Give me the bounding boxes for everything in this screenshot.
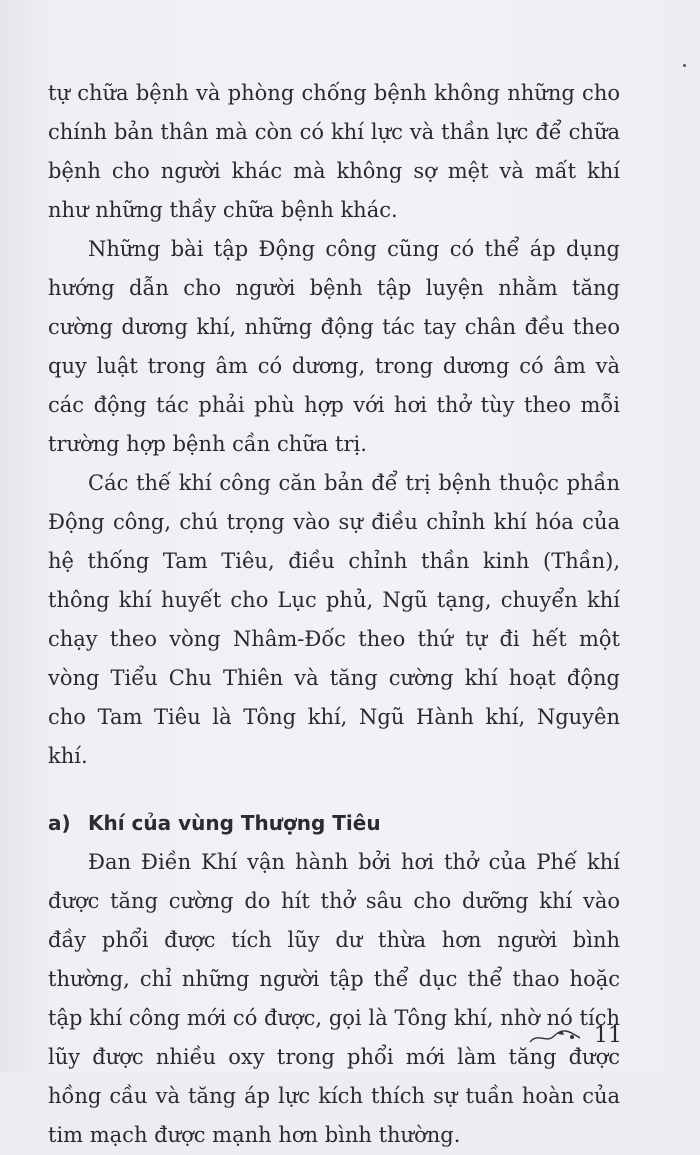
- ornament-icon: [528, 1028, 582, 1046]
- section-body: Đan Điền Khí vận hành bởi hơi thở của Phế khí được tăng cường do hít thở sâu cho dưỡng khí vào đầy phổi được tích lũy dư thừa hơn người bình thường, chỉ những người tập thể dục thể thao hoặc tập khí công mới có được, gọi là Tông khí, nhờ nó tích lũy được nhiều oxy trong phổi mới làm tăng được hồng cầu và tăng áp lực kích thích sự tuần hoàn của tim mạch được mạnh hơn bình thường.: [48, 850, 620, 1147]
- section-heading: [48, 804, 620, 843]
- page-text: [48, 74, 620, 1155]
- paragraph-dong-cong-exercises: Những bài tập Động công cũng có thể áp dụng hướng dẫn cho người bệnh tập luyện nhằm tăng cường dương khí, những động tác tay chân đều theo quy luật trong âm có dương, trong dương có âm và các động tác phải phù hợp với hơi thở tùy theo mỗi trường hợp bệnh cần chữa trị.: [48, 237, 620, 456]
- section-title: Khí của vùng Thượng Tiêu: [88, 811, 381, 835]
- paragraph-continued: tự chữa bệnh và phòng chống bệnh không những cho chính bản thân mà còn có khí lực và thần lực để chữa bệnh cho người khác mà không sợ mệt và mất khí như những thầy chữa bệnh khác.: [48, 81, 620, 222]
- section-marker: a): [48, 811, 71, 835]
- page-number: 11: [594, 1023, 622, 1048]
- paragraph-basic-postures: Các thế khí công căn bản để trị bệnh thuộc phần Động công, chú trọng vào sự điều chỉnh khí hóa của hệ thống Tam Tiêu, điều chỉnh thần kinh (Thần), thông khí huyết cho Lục phủ, Ngũ tạng, chuyển khí chạy theo vòng Nhâm-Đốc theo thứ tự đi hết một vòng Tiểu Chu Thiên và tăng cường khí hoạt động cho Tam Tiêu là Tông khí, Ngũ Hành khí, Nguyên khí.: [48, 471, 620, 768]
- print-speck: [683, 64, 686, 67]
